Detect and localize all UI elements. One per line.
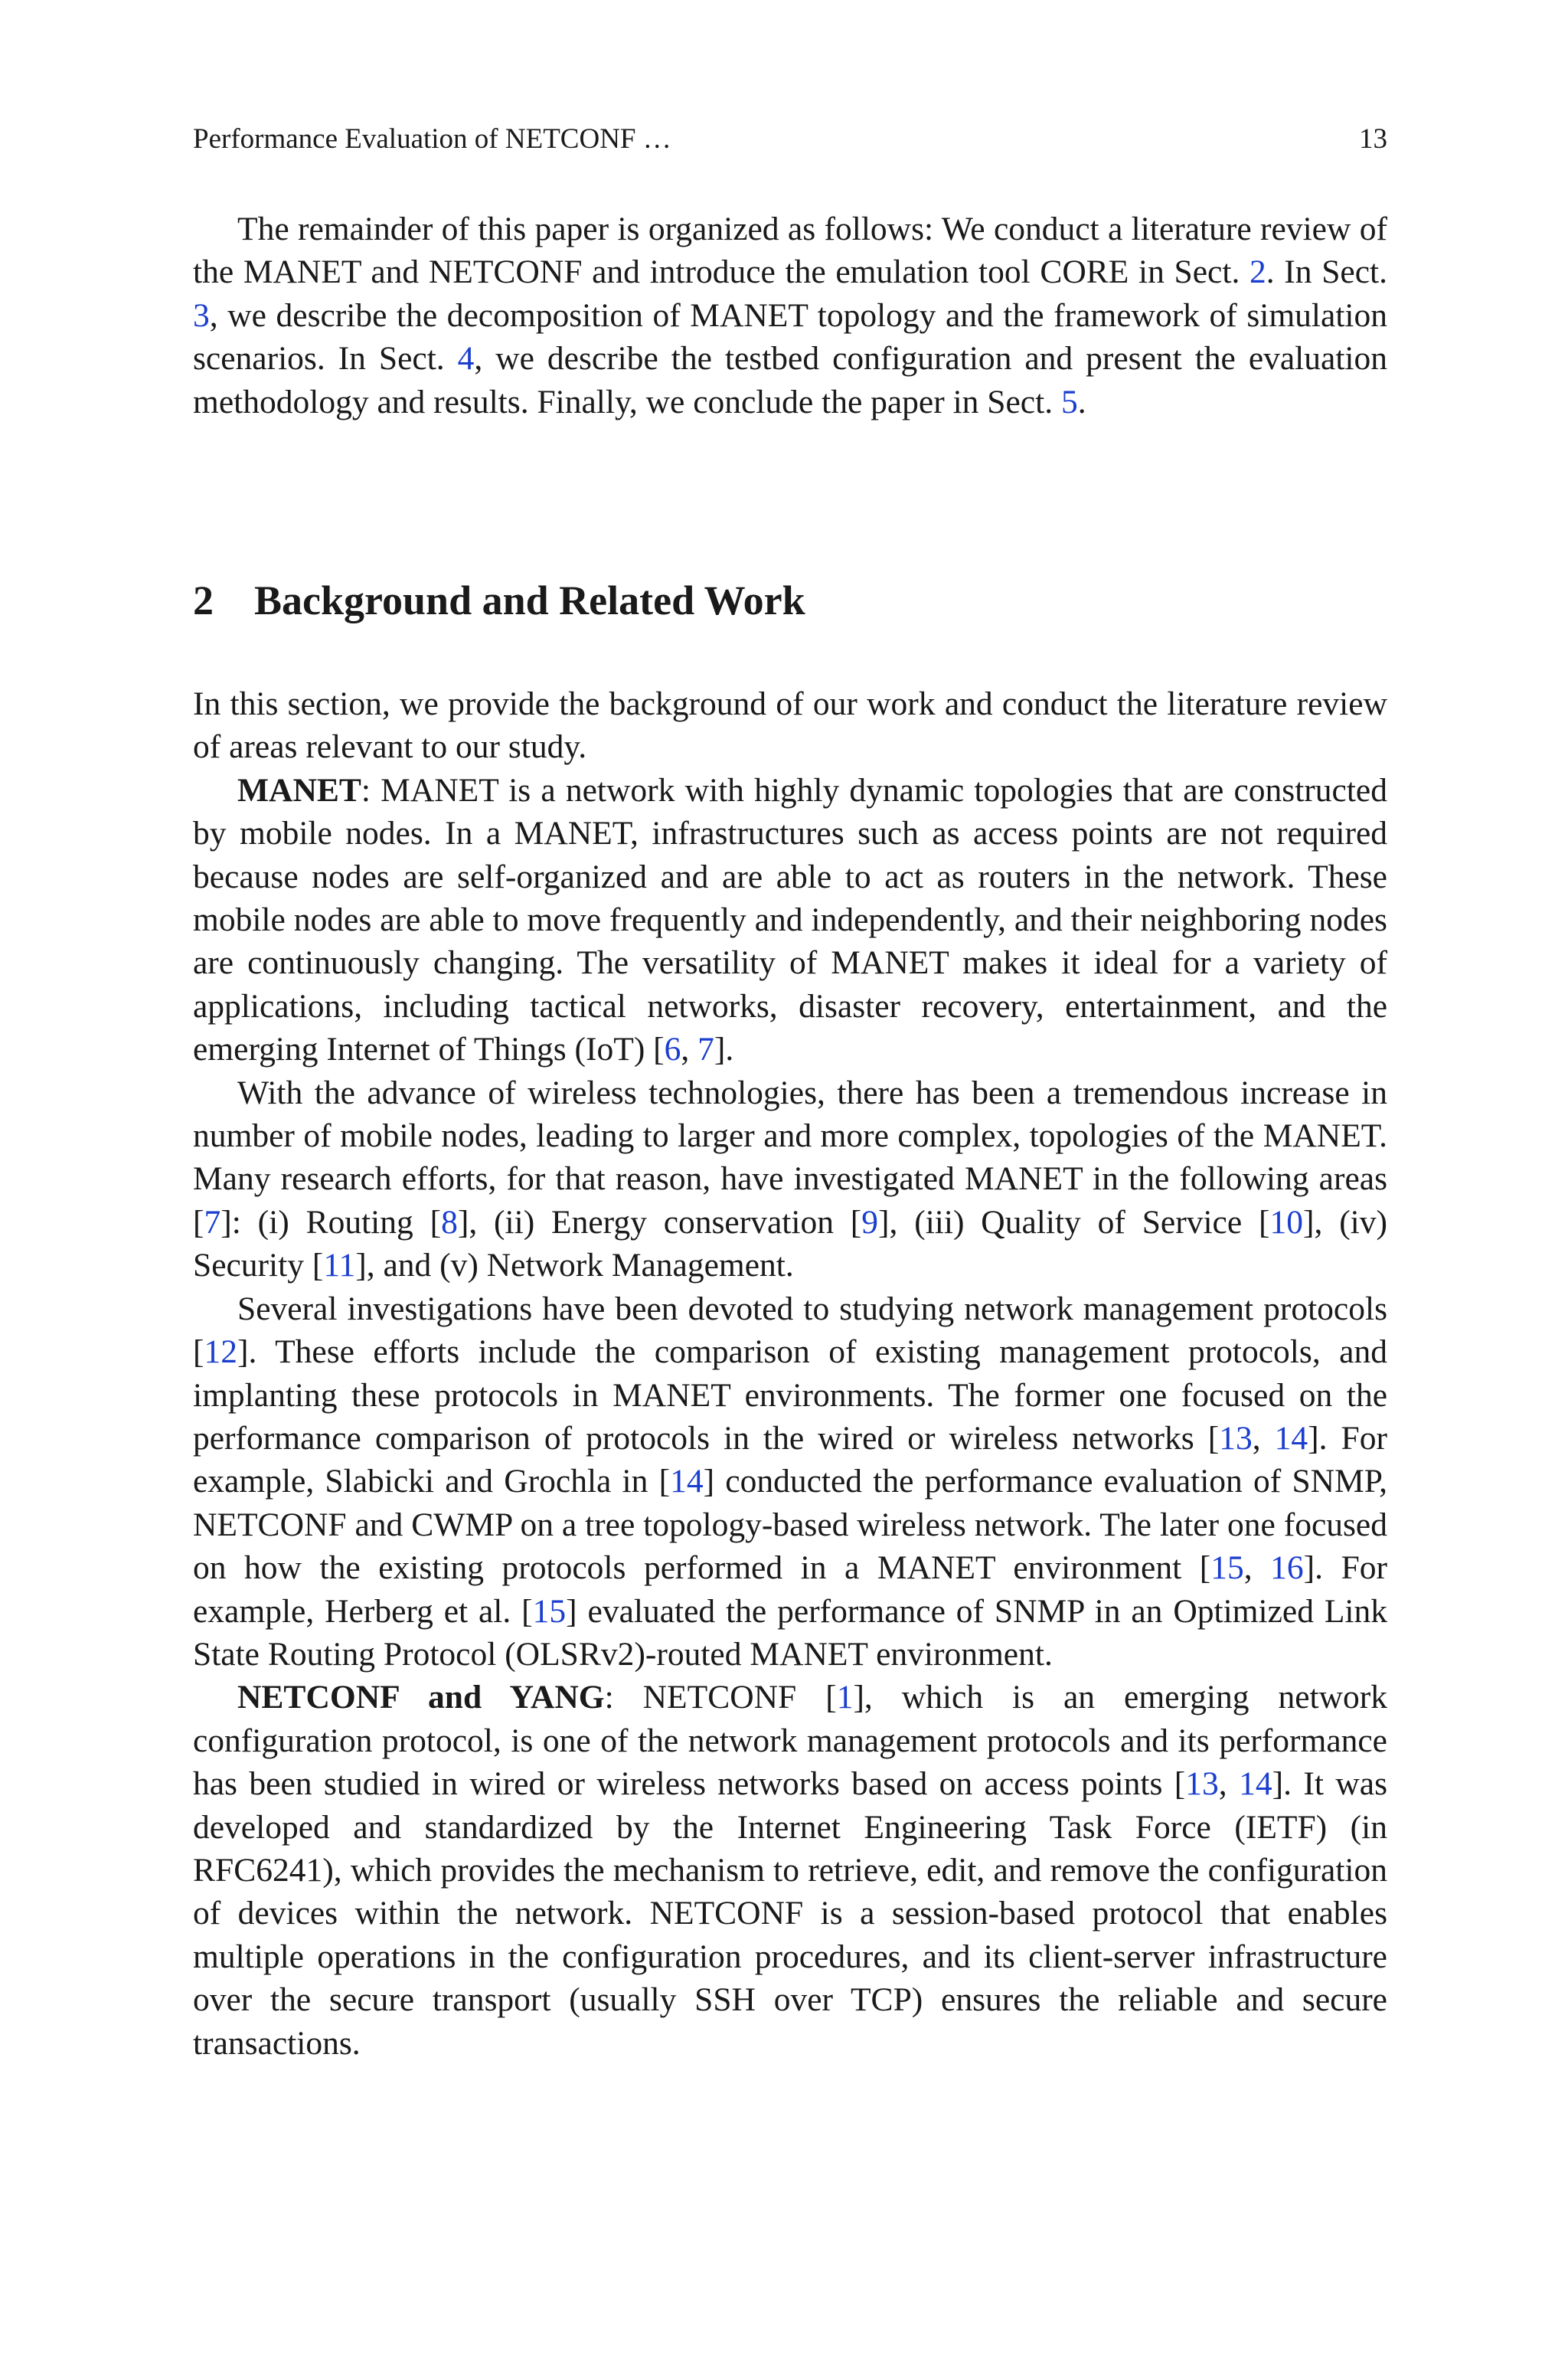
citation-link[interactable]: 1 [836, 1679, 854, 1716]
section-heading [193, 576, 805, 625]
text-run: ]. These efforts include the comparison of existing management protocols, and implanting these protocols in MANET environments. The former one focused on the performance comparison of protocols in the wired or wireless networks [ [193, 1333, 1387, 1457]
citation-link[interactable]: 14 [1274, 1419, 1308, 1457]
citation-link[interactable]: 7 [697, 1031, 714, 1068]
text-run: : MANET is a network with highly dynamic topologies that are constructed by mobile nodes. In a MANET, infrastructures such as access points are not required because nodes are self-organized and are able to act as routers in the network. These mobile nodes are able to move frequently and independently, and their neighboring nodes are continuously changing. The versatility of MANET makes it ideal for a variety of applications, including tactical networks, disaster recovery, entertainment, and the emerging Internet of Things (IoT) [ [193, 771, 1387, 1068]
citation-link[interactable]: 6 [664, 1031, 681, 1068]
text-run: , [1218, 1765, 1240, 1803]
citation-link[interactable]: 15 [1210, 1549, 1244, 1587]
paragraph-management-protocols [193, 1287, 1387, 1676]
text-run: Several investigations have been devoted to studying network management protocols [ [193, 1290, 1387, 1371]
section-ref-link[interactable]: 5 [1060, 383, 1078, 420]
text-run: ], and (v) Network Management. [355, 1247, 794, 1284]
text-run: With the advance of wireless technologies, there has been a tremendous increase in number of mobile nodes, leading to larger and more complex, topologies of the MANET. Many research efforts, for that reason, have investigated MANET in the following areas [ [193, 1074, 1387, 1241]
text-run: ] evaluated the performance of SNMP in an Optimized Link State Routing Protocol (OLSRv2)-routed MANET environment. [193, 1592, 1387, 1673]
citation-link[interactable]: 8 [441, 1203, 458, 1241]
paragraph-manet [193, 769, 1387, 1071]
text-run: ]. It was developed and standardized by the Internet Engineering Task Force (IETF) (in RFC6241), which provides the mechanism to retrieve, edit, and remove the configuration of devices within the network. NETCONF is a session-based protocol that enables multiple operations in the configuration procedures, and its client-server infrastructure over the secure transport (usually SSH over TCP) ensures the reliable and secure transactions. [193, 1765, 1387, 2062]
text-run: , [1252, 1419, 1275, 1457]
citation-link[interactable]: 11 [323, 1247, 356, 1284]
citation-link[interactable]: 7 [204, 1203, 221, 1241]
section-ref-link[interactable]: 3 [193, 296, 210, 334]
text-run: ], which is an emerging network configuration protocol, is one of the network management protocols and its performance has been studied in wired or wireless networks based on access points [ [193, 1679, 1387, 1803]
citation-link[interactable]: 12 [204, 1333, 237, 1371]
text-run: ]: (i) Routing [ [220, 1203, 442, 1241]
citation-link[interactable]: 13 [1185, 1765, 1219, 1803]
page-number: 13 [1359, 123, 1387, 155]
run-in-heading: MANET [237, 771, 361, 809]
citation-link[interactable]: 14 [1239, 1765, 1272, 1803]
section-number: 2 [193, 577, 214, 623]
text-run: . [1077, 383, 1086, 420]
running-title: Performance Evaluation of NETCONF … [193, 123, 671, 155]
section-ref-link[interactable]: 2 [1250, 254, 1266, 291]
citation-link[interactable]: 13 [1219, 1419, 1253, 1457]
text-run: , [681, 1031, 698, 1068]
running-header [193, 123, 1387, 156]
text-run: ], (iv) Security [ [193, 1203, 1387, 1284]
intro-block [193, 208, 1387, 424]
text-run: ] conducted the performance evaluation of SNMP, NETCONF and CWMP on a tree topology-based wireless network. The later one focused on how the existing protocols performed in a MANET environment [ [193, 1463, 1387, 1587]
text-run: : NETCONF [ [604, 1679, 837, 1716]
section-title: Background and Related Work [254, 577, 805, 623]
text-run: The remainder of this paper is organized as follows: We conduct a literature review of the MANET and NETCONF and introduce the emulation tool CORE in Sect. [193, 211, 1387, 291]
citation-link[interactable]: 9 [861, 1203, 879, 1241]
text-run: ], (ii) Energy conservation [ [457, 1203, 862, 1241]
run-in-heading: NETCONF and YANG [237, 1679, 605, 1716]
paragraph-overview: In this section, we provide the background of our work and conduct the literature review of areas relevant to our study. [193, 685, 1387, 766]
text-run: ]. [714, 1031, 734, 1068]
citation-link[interactable]: 14 [670, 1463, 704, 1500]
citation-link[interactable]: 10 [1269, 1203, 1303, 1241]
paragraph-research-areas [193, 1071, 1387, 1287]
citation-link[interactable]: 16 [1270, 1549, 1304, 1587]
text-run: , [1243, 1549, 1271, 1587]
paragraph-netconf-yang [193, 1676, 1387, 2065]
text-run: , we describe the decomposition of MANET topology and the framework of simulation scenarios. In Sect. [193, 296, 1387, 378]
intro-paragraph [193, 208, 1387, 424]
text-run: ], (iii) Quality of Service [ [878, 1203, 1270, 1241]
citation-link[interactable]: 15 [532, 1592, 567, 1630]
text-run: ]. For example, Herberg et al. [ [193, 1549, 1388, 1630]
text-run: ]. For example, Slabicki and Grochla in [ [193, 1419, 1387, 1500]
text-run: . In Sect. [1266, 254, 1387, 291]
text-run: , we describe the testbed configuration and present the evaluation methodology and results. Finally, we conclude the paper in Sect. [193, 340, 1387, 420]
section-body [193, 682, 1387, 2065]
section-ref-link[interactable]: 4 [457, 340, 475, 378]
